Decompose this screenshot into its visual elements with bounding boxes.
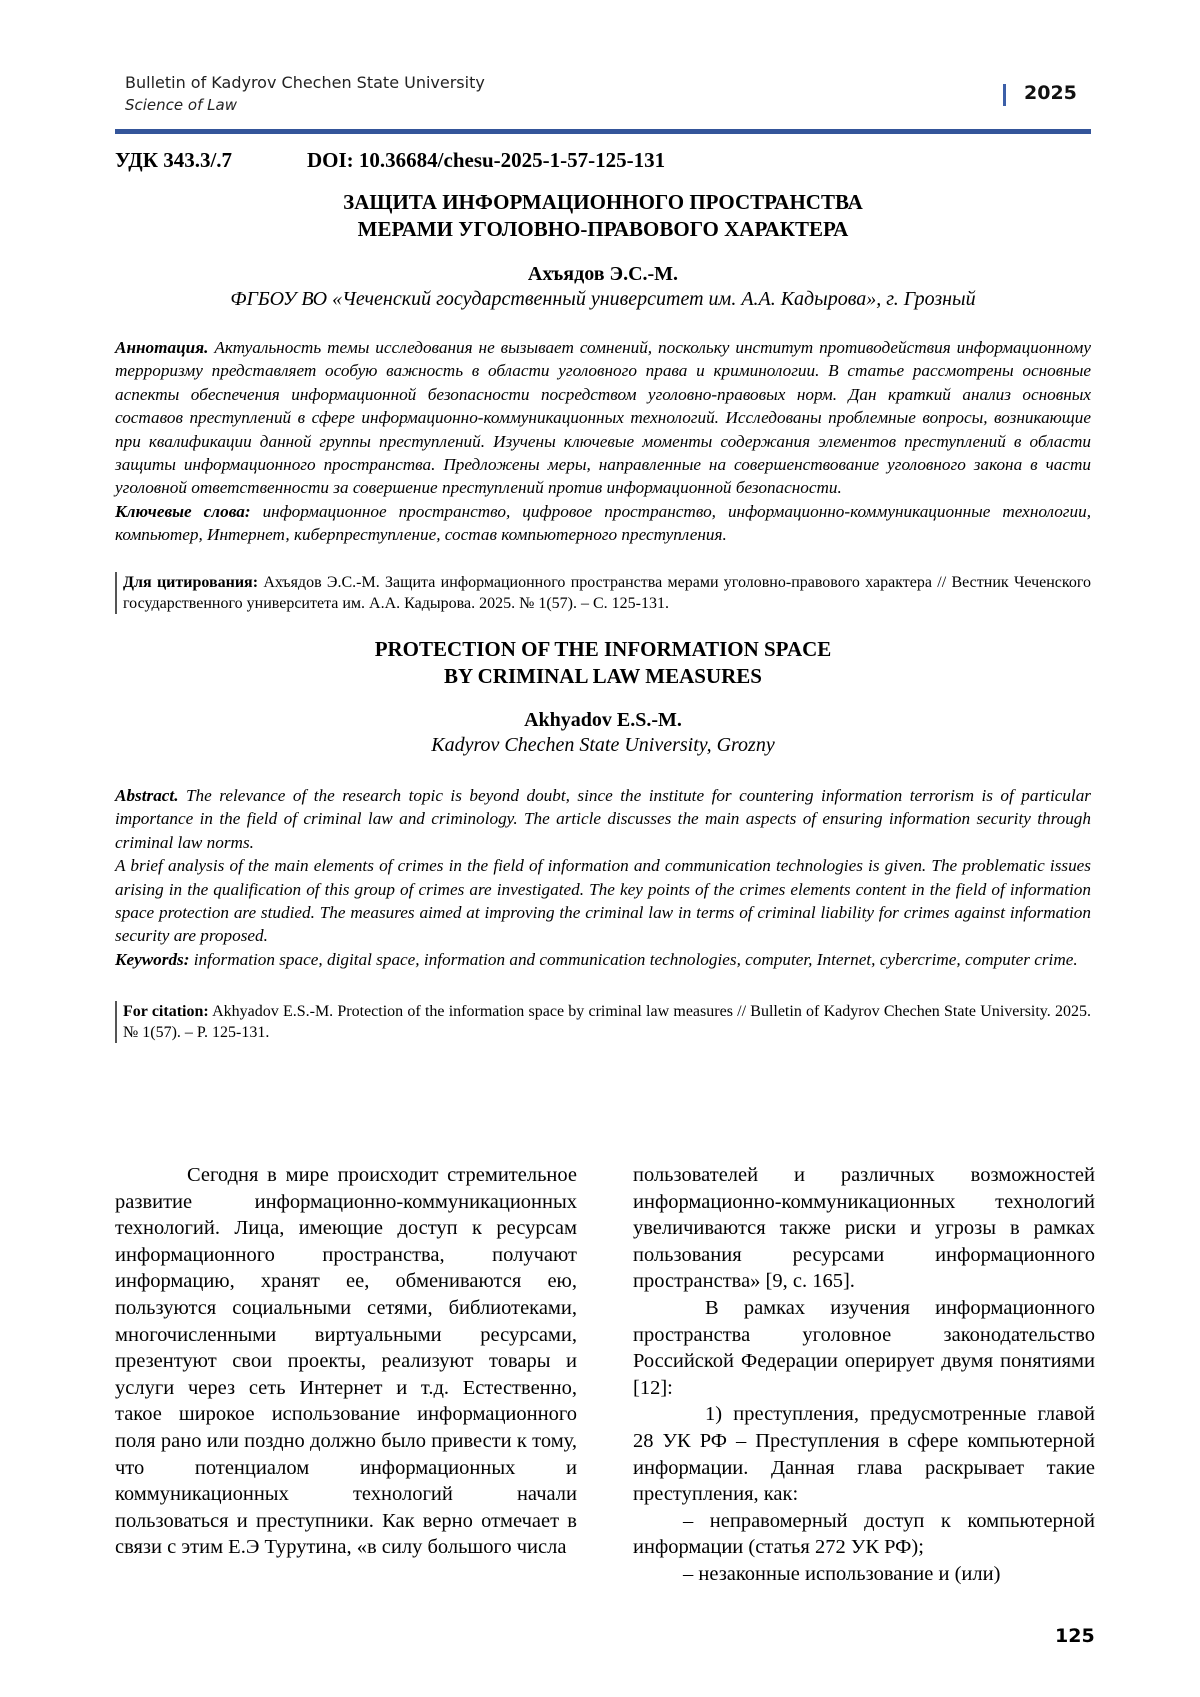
- body-column-left: [115, 1162, 577, 1561]
- ru-abstract-text: Актуальность темы исследования не вызывает сомнений, поскольку институт противодействия информационному терроризму представляет особую важность в области уголовного права и криминологии. В статье рассмотрены основные аспекты обеспечения информационной безопасности посредством уголовно-правовых норм. Дан краткий анализ основных составов преступлений в сфере информационно-коммуникационных технологий. Исследованы проблемные вопросы, возникающие при квалификации данной группы преступлений. Изучены ключевые моменты содержания элементов преступлений в области защиты информационного пространства. Предложены меры, направленные на совершенствование уголовного закона в части уголовной ответственности за совершение преступлений против информационной безопасности.: [115, 338, 1092, 498]
- body-list-item: – незаконные использование и (или): [683, 1562, 1001, 1585]
- body-list-item: 1) преступления, предусмотренные главой 28 УК РФ – Преступления в сфере компьютерной информации. Данная глава раскрывает такие преступления, как:: [633, 1403, 1095, 1506]
- body-paragraph: В рамках изучения информационного пространства уголовное законодательство Российской Федерации оперирует двумя понятиями [12]:: [633, 1296, 1095, 1399]
- en-keywords-label: Keywords:: [115, 949, 190, 969]
- en-citation-label: For citation:: [123, 1003, 209, 1020]
- ru-abstract-paragraph: [115, 336, 1091, 500]
- en-abstract-text-1: The relevance of the research topic is beyond doubt, since the institute for countering information terrorism is of particular importance in the field of criminal law and criminology. The article discusses the main aspects of ensuring information security through criminal law norms.: [115, 786, 1091, 852]
- ru-abstract: [115, 336, 1091, 547]
- en-title: [115, 636, 1091, 690]
- body-paragraph: пользователей и различных возможностей информационно-коммуникационных технологий увеличиваются также риски и угрозы в рамках пользования ресурсами информационного пространства» [9, с. 165].: [633, 1164, 1095, 1293]
- ru-title-line-2: МЕРАМИ УГОЛОВНО-ПРАВОВОГО ХАРАКТЕРА: [357, 217, 849, 241]
- journal-section: Science of Law: [125, 96, 237, 114]
- udk-code: УДК 343.3/.7: [115, 148, 233, 172]
- ru-affiliation: ФГБОУ ВО «Чеченский государственный университет им. А.А. Кадырова», г. Грозный: [230, 288, 976, 310]
- ru-citation-label: Для цитирования:: [123, 574, 259, 591]
- en-citation: [115, 1001, 1091, 1043]
- journal-name: Bulletin of Kadyrov Chechen State University: [125, 73, 485, 92]
- header-rule: [115, 129, 1091, 134]
- ru-keywords-label: Ключевые слова:: [115, 501, 251, 521]
- doi-link[interactable]: DOI: 10.36684/chesu-2025-1-57-125-131: [307, 148, 666, 172]
- en-abstract-paragraph-2: A brief analysis of the main elements of crimes in the field of information and communication technologies is given. The problematic issues arising in the qualification of this group of crimes are investigated. The key points of the crimes elements content in the field of information space protection are studied. The measures aimed at improving the criminal law in terms of criminal liability for crimes against information security are proposed.: [115, 856, 1091, 946]
- en-author: Akhyadov E.S.-M.: [524, 709, 682, 731]
- en-citation-text: Akhyadov E.S.-M. Protection of the information space by criminal law measures // Bulletin of Kadyrov Chechen State University. 2025. № 1(57). – P. 125-131.: [123, 1003, 1091, 1041]
- issue-year: 2025: [1024, 82, 1077, 104]
- ru-citation-text: Ахъядов Э.С.-М. Защита информационного пространства мерами уголовно-правового характера // Вестник Чеченского государственного университета им. А.А. Кадырова. 2025. № 1(57). – С. 125-131.: [123, 574, 1092, 612]
- header-separator: [1003, 84, 1006, 106]
- ru-title: [115, 189, 1091, 243]
- body-list-item: – неправомерный доступ к компьютерной информации (статья 272 УК РФ);: [633, 1509, 1095, 1559]
- en-abstract-paragraph-1: [115, 784, 1091, 854]
- en-abstract-label: Abstract.: [115, 786, 179, 805]
- ru-author: Ахъядов Э.С.-М.: [527, 263, 679, 285]
- en-abstract: [115, 784, 1091, 971]
- en-keywords: [115, 948, 1091, 971]
- en-keywords-text: information space, digital space, information and communication technologies, computer, Internet, cybercrime, computer crime.: [193, 949, 1078, 969]
- ru-keywords-text: информационное пространство, цифровое пространство, информационно-коммуникационные технологии, компьютер, Интернет, киберпреступление, состав компьютерного преступления.: [115, 501, 1091, 545]
- body-paragraph: Сегодня в мире происходит стремительное развитие информационно-коммуникационных технологий. Лица, имеющие доступ к ресурсам информационного пространства, получают информацию, хранят ее, обмениваются ею, пользуются социальными сетями, библиотеками, многочисленными виртуальными ресурсами, презентуют свои проекты, реализуют товары и услуги через сеть Интернет и т.д. Естественно, такое широкое использование информационного поля рано или поздно должно было привести к тому, что потенциалом информационных и коммуникационных технологий начали пользоваться и преступники. Как верно отмечает в связи с этим Е.Э Турутина, «в силу большого числа: [115, 1164, 577, 1559]
- en-title-line-2: BY CRIMINAL LAW MEASURES: [444, 664, 762, 688]
- ru-abstract-label: Аннотация.: [115, 338, 209, 357]
- ru-title-line-1: ЗАЩИТА ИНФОРМАЦИОННОГО ПРОСТРАНСТВА: [343, 190, 863, 214]
- page-number: 125: [1055, 1625, 1095, 1647]
- body-column-right: [633, 1162, 1095, 1588]
- en-title-line-1: PROTECTION OF THE INFORMATION SPACE: [374, 637, 832, 661]
- ru-citation: [115, 572, 1091, 614]
- en-affiliation: Kadyrov Chechen State University, Grozny: [431, 734, 775, 756]
- ru-keywords: [115, 500, 1091, 547]
